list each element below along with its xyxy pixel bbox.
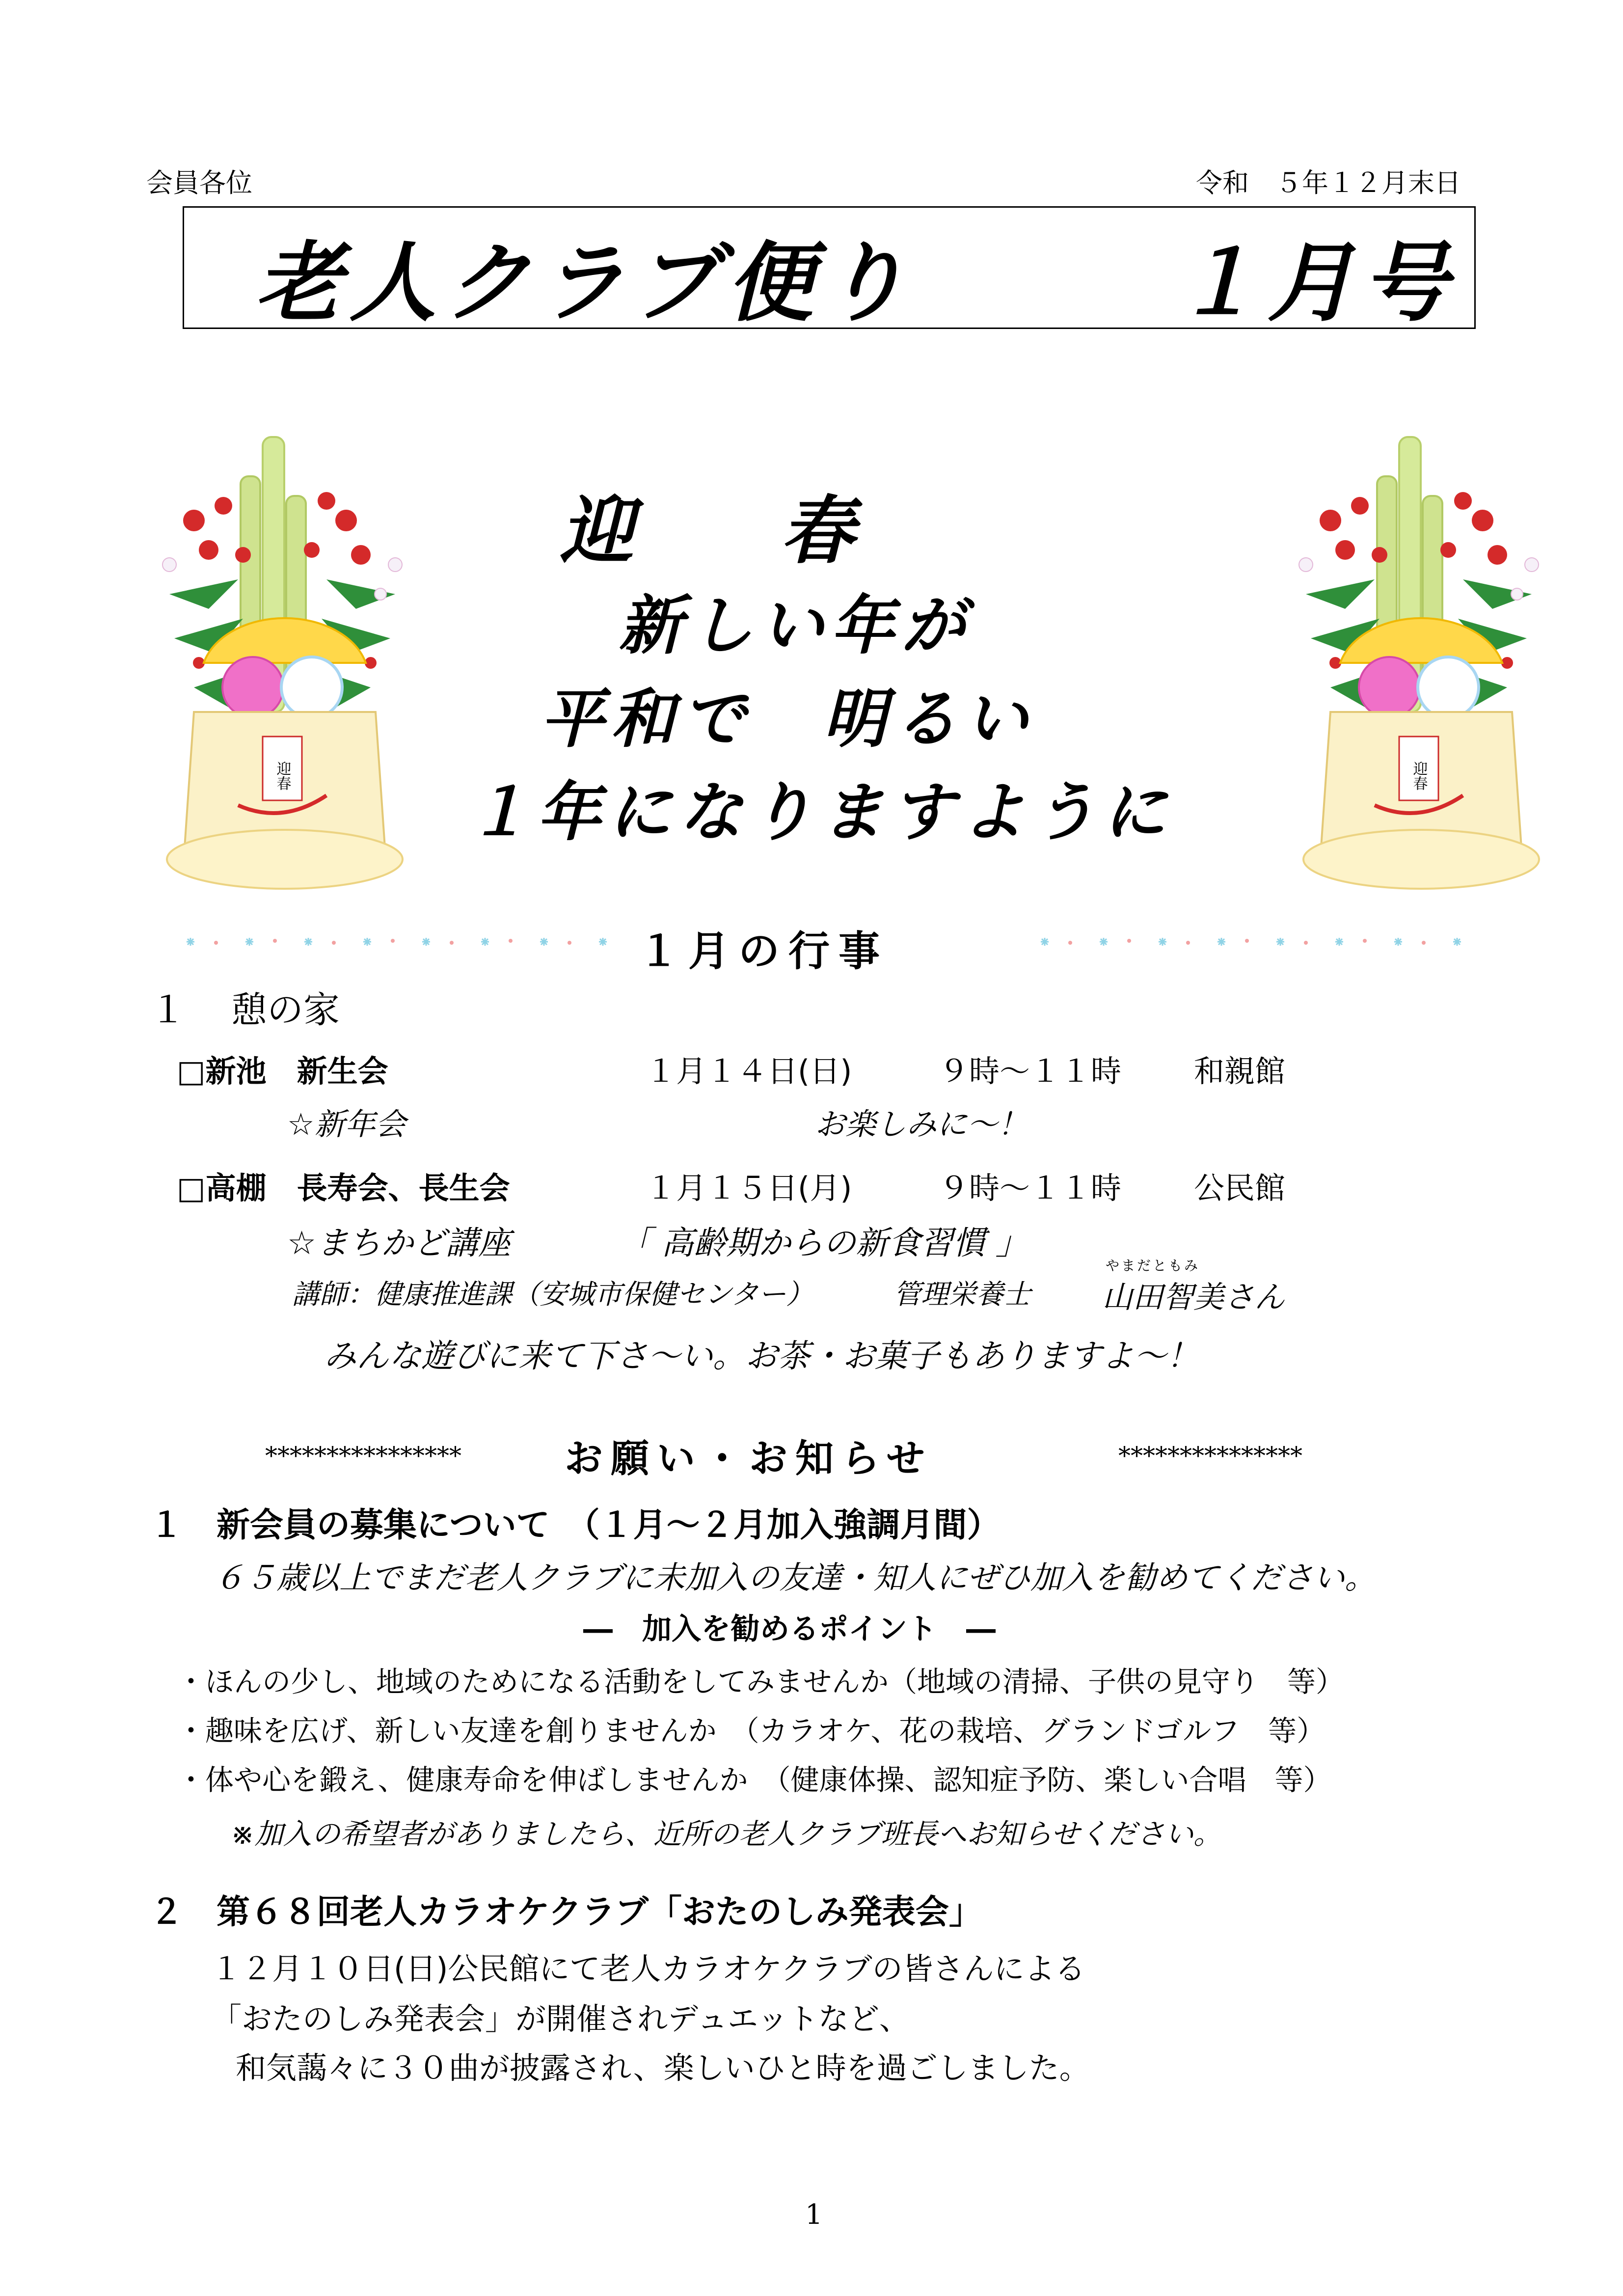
issue-date: 令和 ５年１２月末日 (1196, 167, 1461, 198)
kadomatsu-right-illustration (1276, 432, 1561, 894)
notice1-note: ※加入の希望者がありましたら、近所の老人クラブ班長へお知らせください。 (231, 1817, 1222, 1851)
kadomatsu-right-tag: 迎春 (1410, 761, 1428, 791)
section1-title: 憩の家 (231, 989, 340, 1031)
lecturer-role: 管理栄養士 (893, 1279, 1031, 1311)
newsletter-title: 老人クラブ便り (255, 232, 916, 333)
event1-date: １月１４日(日) (646, 1053, 852, 1089)
notice1-point-2: ・趣味を広げ、新しい友達を創りませんか （カラオケ、花の栽培、グランドゴルフ 等） (177, 1714, 1325, 1748)
event1-group: □新池 新生会 (177, 1053, 388, 1089)
event1-time: ９時～１１時 (939, 1053, 1122, 1089)
snowflake-pattern (187, 938, 607, 946)
invite-message: みんな遊びに来て下さ～い。お茶・お菓子もありますよ～！ (324, 1337, 1199, 1375)
event1-subtitle: ☆新年会 (287, 1106, 406, 1142)
greeting-heading: 迎 春 (560, 488, 855, 574)
notice2-title: ２ 第６８回老人カラオケクラブ「おたのしみ発表会」 (150, 1893, 982, 1932)
event2-place: 公民館 (1194, 1170, 1286, 1206)
snowflake-line-left (177, 932, 633, 952)
event1-note: お楽しみに～！ (815, 1106, 1028, 1142)
kadomatsu-left-tag: 迎春 (273, 761, 291, 791)
stars-left: **************** (265, 1442, 461, 1470)
addressee: 会員各位 (146, 167, 252, 198)
greeting-line-2: 平和で 明るい (540, 681, 1035, 756)
lecturer-label: 講師：健康推進課（安城市保健センター） (292, 1279, 813, 1311)
kadomatsu-art (162, 437, 403, 889)
notice1-lead: ６５歳以上でまだ老人クラブに未加入の友達・知人にぜひ加入を勧めてください。 (214, 1560, 1376, 1596)
event2-date: １月１５日(月) (646, 1170, 852, 1206)
snowflake-line-right (1031, 932, 1473, 952)
event2-subtitle: ☆まちかど講座 (287, 1224, 511, 1262)
event1-place: 和親館 (1194, 1053, 1286, 1089)
greeting-line-1: 新しい年が (619, 588, 973, 663)
event2-group: □高棚 長寿会、長生会 (177, 1170, 510, 1206)
notice2-line-1: １２月１０日(日)公民館にて老人カラオケクラブの皆さんによる (211, 1951, 1085, 1987)
lecturer-name: 山田智美さん (1102, 1279, 1285, 1315)
kadomatsu-art (1299, 437, 1539, 889)
lecturer-ruby: やまだともみ (1106, 1257, 1200, 1274)
page-number: 1 (805, 2199, 823, 2231)
notice1-points-heading: ― 加入を勧めるポイント ― (583, 1612, 996, 1646)
event2-lecture-title: 「 高齢期からの新食習慣 」 (619, 1224, 1028, 1262)
greeting-line-3: １年になりますように (466, 774, 1174, 849)
kadomatsu-left-illustration (140, 432, 425, 894)
notice1-point-3: ・体や心を鍛え、健康寿命を伸ばしませんか （健康体操、認知症予防、楽しい合唱 等） (177, 1763, 1332, 1797)
notice2-line-2: 「おたのしみ発表会」が開催されデュエットなど、 (211, 2001, 910, 2037)
snowflake-pattern (1041, 938, 1461, 946)
event2-time: ９時～１１時 (939, 1170, 1122, 1206)
notices-heading: お願い・お知らせ (565, 1437, 933, 1481)
events-heading: １月の行事 (638, 927, 889, 975)
issue-number: １月号 (1173, 232, 1457, 333)
stars-right: *************** (1118, 1442, 1302, 1470)
notice1-title: １ 新会員の募集について （１月～２月加入強調月間） (150, 1506, 1001, 1545)
section1-number: １ (150, 989, 186, 1031)
notice1-point-1: ・ほんの少し、地域のためになる活動をしてみませんか（地域の清掃、子供の見守り 等） (177, 1665, 1345, 1698)
notice2-line-3: 和気藹々に３０曲が披露され、楽しいひと時を過ごしました。 (236, 2050, 1090, 2086)
